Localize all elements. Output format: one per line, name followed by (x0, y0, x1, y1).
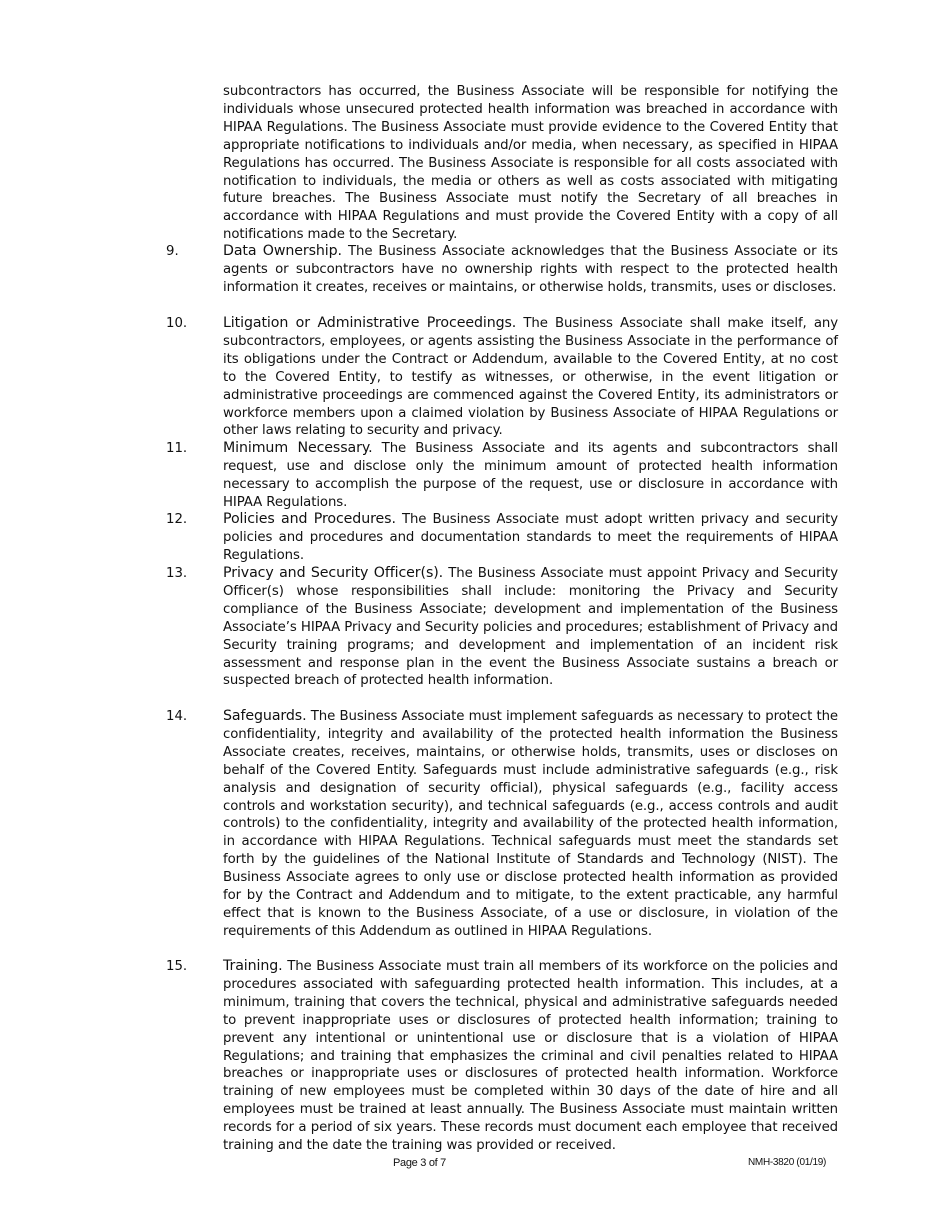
section-text: The Business Associate and its agents and subcontractors shall request, use and disclose only the minimum amount of protected health information necessary to accomplish the purpose of the request, use or disclosure in accordance with HIPAA Regulations. (223, 441, 838, 510)
section-text: The Business Associate must adopt written privacy and security policies and procedures and documentation standards to meet the requirements of HIPAA Regulations. (223, 512, 838, 563)
section-heading: Policies and Procedures. (223, 511, 396, 527)
section-body (223, 708, 838, 941)
section-number: 10. (166, 316, 188, 331)
section-heading: Data Ownership. (223, 243, 342, 259)
section-number: 14. (166, 709, 188, 724)
page-number: Page 3 of 7 (393, 1157, 446, 1169)
section-number: 9. (166, 244, 179, 259)
section-heading: Training. (223, 958, 283, 974)
section-heading: Litigation or Administrative Proceedings. (223, 315, 517, 331)
section-body (223, 440, 838, 512)
section-number: 12. (166, 512, 188, 527)
section-heading: Privacy and Security Officer(s). (223, 565, 444, 581)
section-body (223, 315, 838, 440)
section-body (223, 565, 838, 690)
continued-paragraph: subcontractors has occurred, the Business Associate will be responsible for notifying the individuals whose unsecured protected health information was breached in accordance with HIPAA Regulations. The Business Associate must provide evidence to the Covered Entity that appropriate notifications to individuals and/or media, when necessary, as specified in HIPAA Regulations has occurred. The Business Associate is responsible for all costs associated with notification to individuals, the media or others as well as costs associated with mitigating future breaches. The Business Associate must notify the Secretary of all breaches in accordance with HIPAA Regulations and must provide the Covered Entity with a copy of all notifications made to the Secretary. (223, 84, 838, 243)
section-body (223, 958, 838, 1155)
section-text: The Business Associate shall make itself, any subcontractors, employees, or agents assisting the Business Associate in the performance of its obligations under the Contract or Addendum, available to the Covered Entity, at no cost to the Covered Entity, to testify as witnesses, or otherwise, in the event litigation or administrative proceedings are commenced against the Covered Entity, its administrators or workforce members upon a claimed violation by Business Associate of HIPAA Regulations or other laws relating to security and privacy. (223, 316, 838, 439)
section-text: The Business Associate must train all members of its workforce on the policies and procedures associated with safeguarding protected health information. This includes, at a minimum, training that covers the technical, physical and administrative safeguards needed to prevent inappropriate uses or disclosures of protected health information; training to prevent any intentional or unintentional use or disclosure that is a violation of HIPAA Regulations; and training that emphasizes the criminal and civil penalties related to HIPAA breaches or inappropriate uses or disclosures of protected health information. Workforce training of new employees must be completed within 30 days of the date of hire and all employees must be trained at least annually. The Business Associate must maintain written records for a period of six years. These records must document each employee that received training and the date the training was provided or received. (223, 959, 838, 1154)
form-code: NMH-3820 (01/19) (748, 1157, 827, 1168)
section-number: 13. (166, 566, 188, 581)
section-body (223, 511, 838, 565)
section-text: The Business Associate acknowledges that the Business Associate or its agents or subcontractors have no ownership rights with respect to the protected health information it creates, receives or maintains, or otherwise holds, transmits, uses or discloses. (223, 244, 838, 295)
section-body (223, 243, 838, 297)
section-number: 11. (166, 441, 188, 456)
section-heading: Safeguards. (223, 708, 307, 724)
section-number: 15. (166, 959, 188, 974)
section-text: The Business Associate must implement safeguards as necessary to protect the confidentiality, integrity and availability of the protected health information the Business Associate creates, receives, maintains, or otherwise holds, transmits, uses or discloses on behalf of the Covered Entity. Safeguards must include administrative safeguards (e.g., risk analysis and designation of security official), physical safeguards (e.g., facility access controls and workstation security), and technical safeguards (e.g., access controls and audit controls) to the confidentiality, integrity and availability of the protected health information, in accordance with HIPAA Regulations. Technical safeguards must meet the standards set forth by the guidelines of the National Institute of Standards and Technology (NIST). The Business Associate agrees to only use or disclose protected health information as provided for by the Contract and Addendum and to mitigate, to the extent practicable, any harmful effect that is known to the Business Associate, of a use or disclosure, in violation of the requirements of this Addendum as outlined in HIPAA Regulations. (223, 709, 838, 939)
section-heading: Minimum Necessary. (223, 440, 373, 456)
section-text: The Business Associate must appoint Privacy and Security Officer(s) whose responsibilities shall include: monitoring the Privacy and Security compliance of the Business Associate; development and implementation of the Business Associate’s HIPAA Privacy and Security policies and procedures; establishment of Privacy and Security training programs; and development and implementation of an incident risk assessment and response plan in the event the Business Associate sustains a breach or suspected breach of protected health information. (223, 566, 838, 689)
